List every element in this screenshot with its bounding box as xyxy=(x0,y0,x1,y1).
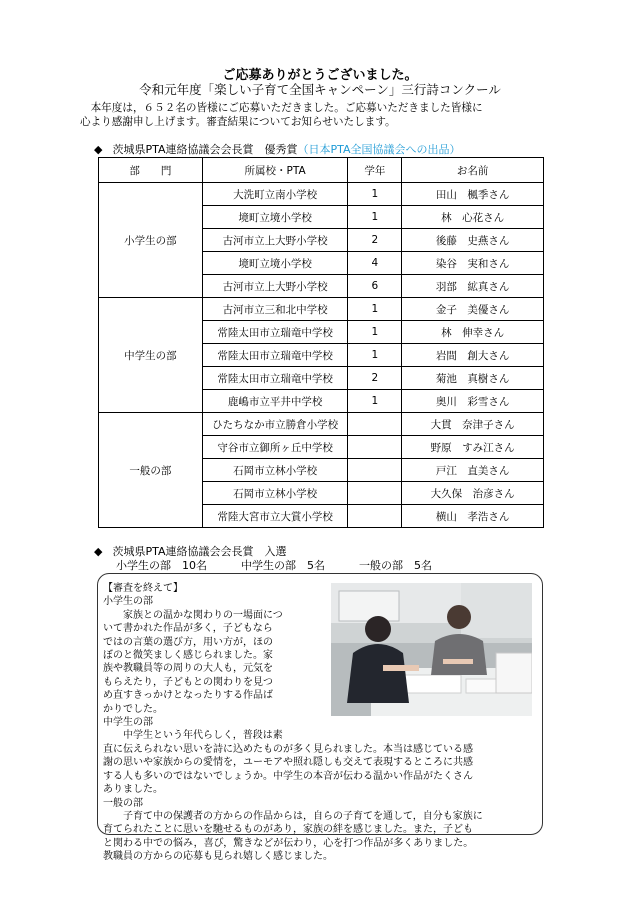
school-cell: 常陸太田市立瑞竜中学校 xyxy=(202,367,348,390)
grade-cell xyxy=(348,436,402,459)
judging-photo xyxy=(331,583,532,716)
intro-line-2: 心より感謝申し上げます。審査結果についてお知らせいたします。 xyxy=(80,116,396,128)
grade-cell xyxy=(348,505,402,528)
table-row xyxy=(99,183,544,206)
school-cell: 大洗町立南小学校 xyxy=(202,183,348,206)
intro-line-1: 本年度は，６５２名の皆様にご応募いただきました。ご応募いただきました皆様に xyxy=(90,102,483,114)
review-line: 中学生という年代らしく，普段は素 xyxy=(123,730,283,742)
grade-cell: 1 xyxy=(348,321,402,344)
header-school: 所属校・PTA xyxy=(202,158,348,183)
school-cell: 鹿嶋市立平井中学校 xyxy=(202,390,348,413)
category-middle: 中学生の部 xyxy=(99,298,203,413)
header-grade: 学年 xyxy=(348,158,402,183)
table-header-row xyxy=(99,158,544,183)
review-middle-label: 中学生の部 xyxy=(103,717,153,729)
count-elementary: 小学生の部 10名 xyxy=(116,559,207,572)
school-cell: 境町立境小学校 xyxy=(202,206,348,229)
review-line: いて書かれた作品が多く，子どもなら xyxy=(103,623,273,635)
grade-cell: 1 xyxy=(348,390,402,413)
review-heading: 【審査を終えて】 xyxy=(103,583,183,594)
header-category: 部 門 xyxy=(99,158,203,183)
category-general: 一般の部 xyxy=(99,413,203,528)
count-general: 一般の部 5名 xyxy=(359,559,432,572)
school-cell: 境町立境小学校 xyxy=(202,252,348,275)
review-line: する人も多いのではないでしょうか。中学生の本音が伝わる温かい作品がたくさん xyxy=(103,770,473,782)
school-cell: ひたちなか市立勝倉小学校 xyxy=(202,413,348,436)
name-cell: 大貫 奈津子さん xyxy=(402,413,544,436)
header-name: お名前 xyxy=(402,158,544,183)
grade-cell xyxy=(348,413,402,436)
school-cell: 守谷市立御所ヶ丘中学校 xyxy=(202,436,348,459)
award-label: 茨城県PTA連絡協議会会長賞 優秀賞 xyxy=(112,143,298,156)
count-middle: 中学生の部 5名 xyxy=(241,559,325,572)
grade-cell: 4 xyxy=(348,252,402,275)
review-general-label: 一般の部 xyxy=(103,797,143,809)
review-line: 教職員の方からの応募も見られ嬉しく感じました。 xyxy=(103,851,333,863)
page-subtitle: 令和元年度「楽しい子育て全国キャンペーン」三行詩コンクール xyxy=(139,82,501,97)
school-cell: 石岡市立林小学校 xyxy=(202,459,348,482)
school-cell: 石岡市立林小学校 xyxy=(202,482,348,505)
school-cell: 古河市立上大野小学校 xyxy=(202,229,348,252)
name-cell: 田山 楓季さん xyxy=(402,183,544,206)
review-line: ぼのと微笑ましく感じられました。家 xyxy=(103,650,273,662)
selected-label: 茨城県PTA連絡協議会会長賞 入選 xyxy=(112,545,287,558)
review-line: もらえたり，子どもとの関わりを見つ xyxy=(103,676,273,688)
table-row xyxy=(99,413,544,436)
review-elementary-body xyxy=(103,609,325,716)
name-cell: 羽部 絋真さん xyxy=(402,275,544,298)
review-line: と関わる中での悩み，喜び，驚きなどが伝わり，心を打つ作品が多くありました。 xyxy=(103,837,474,849)
name-cell: 金子 美優さん xyxy=(402,298,544,321)
name-cell: 後藤 史燕さん xyxy=(402,229,544,252)
section-selected-heading xyxy=(94,545,466,573)
name-cell: 奥川 彩雪さん xyxy=(402,390,544,413)
grade-cell: 1 xyxy=(348,344,402,367)
review-line: 家族との温かな関わりの一場面につ xyxy=(123,609,283,621)
intro-text xyxy=(80,101,550,129)
award-note: （日本PTA全国協議会への出品） xyxy=(297,143,461,156)
school-cell: 常陸太田市立瑞竜中学校 xyxy=(202,344,348,367)
school-cell: 古河市立三和北中学校 xyxy=(202,298,348,321)
diamond-bullet-icon: ◆ xyxy=(94,545,103,558)
review-line: ではの言葉の選び方，用い方が，ほの xyxy=(103,636,273,648)
name-cell: 林 心花さん xyxy=(402,206,544,229)
grade-cell: 2 xyxy=(348,229,402,252)
review-line: 族や教職員等の周りの大人も，元気を xyxy=(103,663,273,675)
section-award-heading xyxy=(94,141,461,157)
name-cell: 菊池 真樹さん xyxy=(402,367,544,390)
page-title: ご応募ありがとうございました。 xyxy=(222,68,418,83)
selected-counts xyxy=(116,559,466,573)
review-box xyxy=(97,573,543,863)
review-line: 子育て中の保護者の方からの作品からは，自らの子育てを通して，自分も家族に xyxy=(123,810,483,822)
name-cell: 野原 すみ江さん xyxy=(402,436,544,459)
grade-cell xyxy=(348,459,402,482)
name-cell: 横山 孝浩さん xyxy=(402,505,544,528)
review-line: 謝の思いや家族からの愛情を，ユーモアや照れ隠しも交えて表現するところに共感 xyxy=(103,757,473,769)
diamond-bullet-icon: ◆ xyxy=(94,143,103,156)
grade-cell: 1 xyxy=(348,206,402,229)
review-elementary-label: 小学生の部 xyxy=(103,596,153,608)
review-line: ありました。 xyxy=(103,784,163,796)
judging-photo-illustration xyxy=(331,583,532,716)
review-line: 育てられたことに思いを馳せるものがあり，家族の絆を感じました。また，子ども xyxy=(103,824,473,836)
grade-cell: 2 xyxy=(348,367,402,390)
school-cell: 古河市立上大野小学校 xyxy=(202,275,348,298)
school-cell: 常陸大宮市立大賞小学校 xyxy=(202,505,348,528)
awards-table xyxy=(98,157,544,528)
name-cell: 岩間 創大さん xyxy=(402,344,544,367)
grade-cell: 1 xyxy=(348,183,402,206)
review-line: め直すきっかけとなったりする作品ば xyxy=(103,690,273,702)
review-line: かりでした。 xyxy=(103,703,163,715)
review-line: 直に伝えられない思いを詩に込めたものが多く見られました。本当は感じている感 xyxy=(103,743,473,755)
grade-cell xyxy=(348,482,402,505)
name-cell: 戸江 直美さん xyxy=(402,459,544,482)
school-cell: 常陸太田市立瑞竜中学校 xyxy=(202,321,348,344)
name-cell: 染谷 実和さん xyxy=(402,252,544,275)
category-elementary: 小学生の部 xyxy=(99,183,203,298)
grade-cell: 1 xyxy=(348,298,402,321)
name-cell: 大久保 治彦さん xyxy=(402,482,544,505)
grade-cell: 6 xyxy=(348,275,402,298)
table-row xyxy=(99,298,544,321)
name-cell: 林 伸幸さん xyxy=(402,321,544,344)
